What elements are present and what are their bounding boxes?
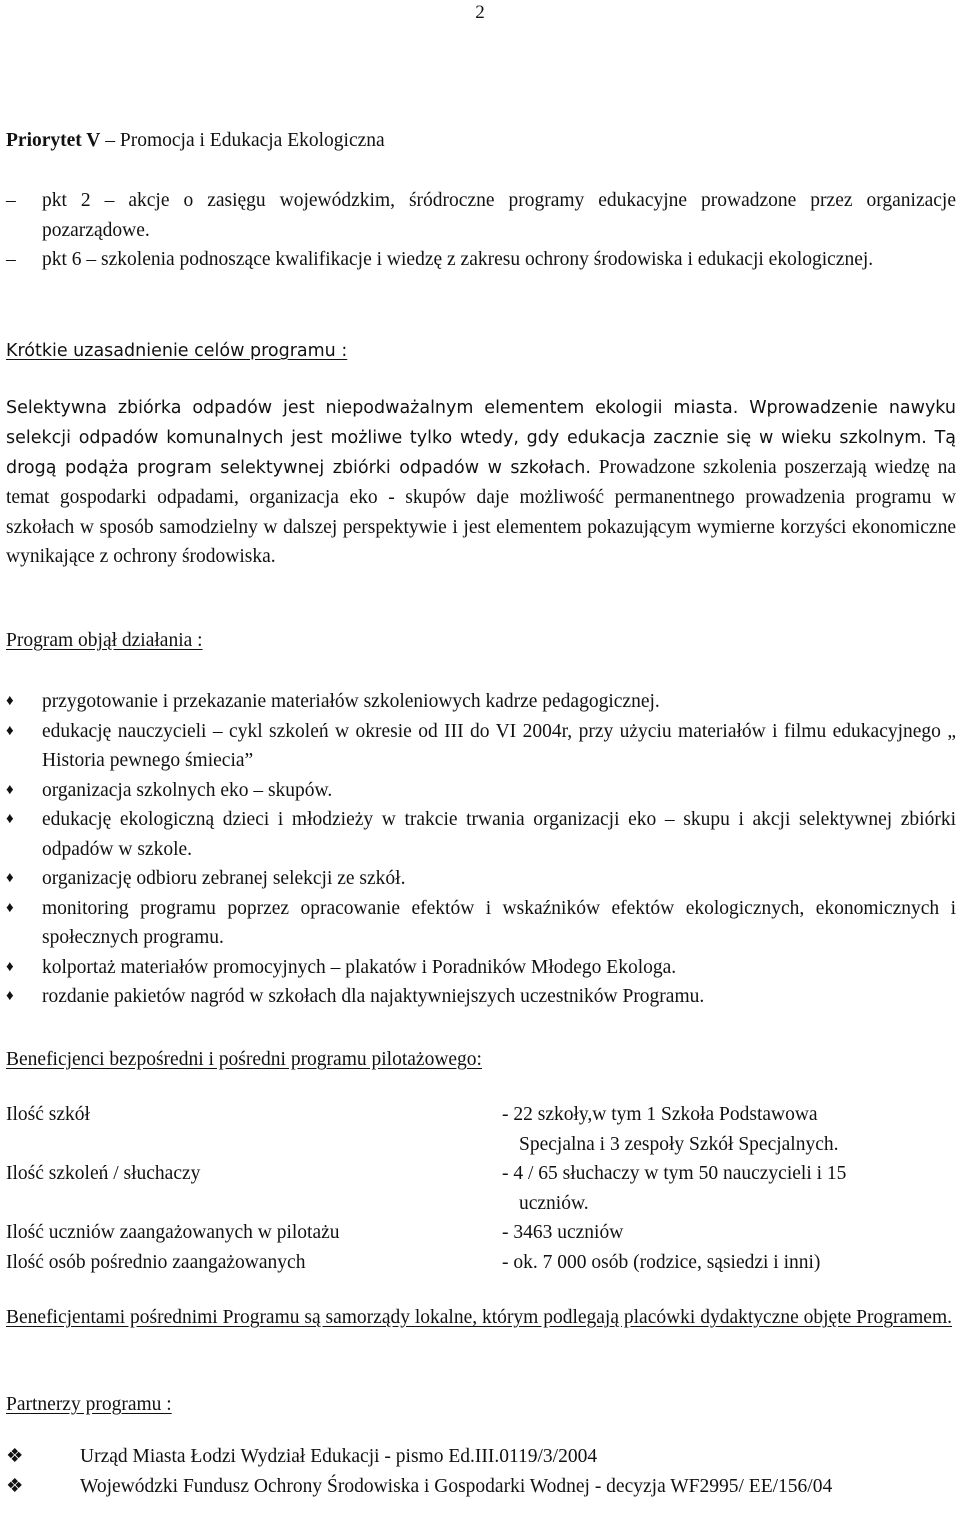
list-item-text: przygotowanie i przekazanie materiałów szkoleniowych kadrze pedagogicznej. <box>42 691 660 712</box>
list-item <box>6 245 956 275</box>
diamond-bullet-icon: ♦ <box>6 899 14 916</box>
row-value <box>502 1218 956 1248</box>
list-item-text: edukację ekologiczną dzieci i młodzieży w trakcie trwania organizacji eko – skupu i akcji selektywnej zbiórki odpadów w szkole. <box>42 809 956 860</box>
justification-serif-text: Prowadzone szkolenia poszerzają wiedzę na temat gospodarki odpadami, organizacja eko - skupów daje możliwość permanentnego prowadzenia programu w szkołach w sposób samodzielny w dalszej perspektywie i jest elementem pokazującym wymierne korzyści ekonomiczne wynikające z ochrony środowiska. <box>6 457 956 567</box>
partners-heading: Partnerzy programu : <box>6 1394 172 1415</box>
priority-title-rest: – Promocja i Edukacja Ekologiczna <box>100 130 385 151</box>
table-row <box>6 1218 956 1248</box>
priority-title-bold: Priorytet V <box>6 130 101 151</box>
list-item <box>6 894 956 953</box>
row-label: Ilość szkoleń / słuchaczy <box>6 1163 201 1184</box>
partners-list <box>6 1442 956 1501</box>
beneficiaries-table <box>6 1100 956 1277</box>
diamond-bullet-icon: ♦ <box>6 781 14 798</box>
list-item <box>6 717 956 776</box>
diamond-bullet-icon: ♦ <box>6 870 14 886</box>
list-item-text: organizację odbioru zebranej selekcji ze szkół. <box>42 868 406 889</box>
list-item <box>6 982 956 1012</box>
row-value-continuation: uczniów. <box>519 1192 589 1214</box>
list-item-text: rozdanie pakietów nagród w szkołach dla najaktywniejszych uczestników Programu. <box>42 986 705 1007</box>
justification-heading: Krótkie uzasadnienie celów programu : <box>6 341 348 361</box>
actions-heading: Program objął działania : <box>6 630 203 651</box>
page-number: 2 <box>475 2 485 23</box>
ornament-bullet-icon: ❖ <box>6 1446 24 1467</box>
list-item-text: organizacja szkolnych eko – skupów. <box>42 779 333 801</box>
list-item <box>6 776 956 806</box>
list-item-text: Wojewódzki Fundusz Ochrony Środowiska i Gospodarki Wodnej - decyzja WF2995/ EE/156/04 <box>80 1475 833 1497</box>
list-item <box>6 805 956 864</box>
row-label: Ilość uczniów zaangażowanych w pilotażu <box>6 1222 340 1243</box>
priority-list <box>6 186 956 275</box>
list-item-text: pkt 6 – szkolenia podnoszące kwalifikacje i wiedzę z zakresu ochrony środowiska i edukacji ekologicznej. <box>42 249 874 270</box>
beneficiaries-heading: Beneficjenci bezpośredni i pośredni programu pilotażowego: <box>6 1049 482 1070</box>
diamond-bullet-icon: ♦ <box>6 988 14 1004</box>
dash-bullet: – <box>6 190 16 211</box>
row-value-continuation: Specjalna i 3 zespoły Szkół Specjalnych. <box>519 1133 839 1155</box>
list-item <box>6 864 956 894</box>
list-item-text: pkt 2 – akcje o zasięgu wojewódzkim, śródroczne programy edukacyjne prowadzone przez organizacje pozarządowe. <box>42 190 956 241</box>
justification-sans-text: Selektywna zbiórka odpadów jest niepodważalnym elementem ekologii miasta. Wprowadzenie nawyku selekcji odpadów komunalnych jest możliwe tylko wtedy, gdy edukacja zacznie się w wieku szkolnym. Tą drogą podąża program selektywnej zbiórki odpadów w szkołach. <box>6 398 956 478</box>
table-row <box>6 1159 956 1218</box>
list-item <box>6 1472 956 1502</box>
justification-paragraph <box>6 393 956 572</box>
row-value <box>502 1248 956 1278</box>
diamond-bullet-icon: ♦ <box>6 811 14 827</box>
beneficiaries-note: Beneficjentami pośrednimi Programu są samorządy lokalne, którym podlegają placówki dydaktyczne objęte Programem. <box>6 1307 953 1328</box>
row-label: Ilość szkół <box>6 1104 90 1125</box>
diamond-bullet-icon: ♦ <box>6 958 14 975</box>
list-item-text: kolportaż materiałów promocyjnych – plakatów i Poradników Młodego Ekologa. <box>42 956 677 978</box>
row-value-text: - ok. 7 000 osób (rodzice, sąsiedzi i inni) <box>502 1251 821 1273</box>
list-item <box>6 687 956 717</box>
row-value-text: - 3463 uczniów <box>502 1222 624 1243</box>
row-label: Ilość osób pośrednio zaangażowanych <box>6 1251 306 1273</box>
list-item <box>6 186 956 245</box>
dash-bullet: – <box>6 249 16 270</box>
actions-list <box>6 687 956 1012</box>
diamond-bullet-icon: ♦ <box>6 722 14 739</box>
row-value-text: - 4 / 65 słuchaczy w tym 50 nauczycieli i 15 <box>502 1163 847 1184</box>
priority-heading <box>6 126 385 156</box>
ornament-bullet-icon: ❖ <box>6 1475 24 1497</box>
row-value <box>502 1159 956 1218</box>
list-item-text: edukację nauczycieli – cykl szkoleń w okresie od III do VI 2004r, przy użyciu materiałów i filmu edukacyjnego „ Historia pewnego śmiecia” <box>42 720 956 771</box>
table-row <box>6 1100 956 1159</box>
row-value <box>502 1100 956 1159</box>
table-row <box>6 1248 956 1278</box>
list-item-text: Urząd Miasta Łodzi Wydział Edukacji - pismo Ed.III.0119/3/2004 <box>80 1446 598 1467</box>
diamond-bullet-icon: ♦ <box>6 693 14 709</box>
list-item <box>6 1442 956 1472</box>
list-item <box>6 953 956 983</box>
list-item-text: monitoring programu poprzez opracowanie efektów i wskaźników efektów ekologicznych, ekonomicznych i społecznych programu. <box>42 897 956 948</box>
row-value-text: - 22 szkoły,w tym 1 Szkoła Podstawowa <box>502 1104 818 1125</box>
